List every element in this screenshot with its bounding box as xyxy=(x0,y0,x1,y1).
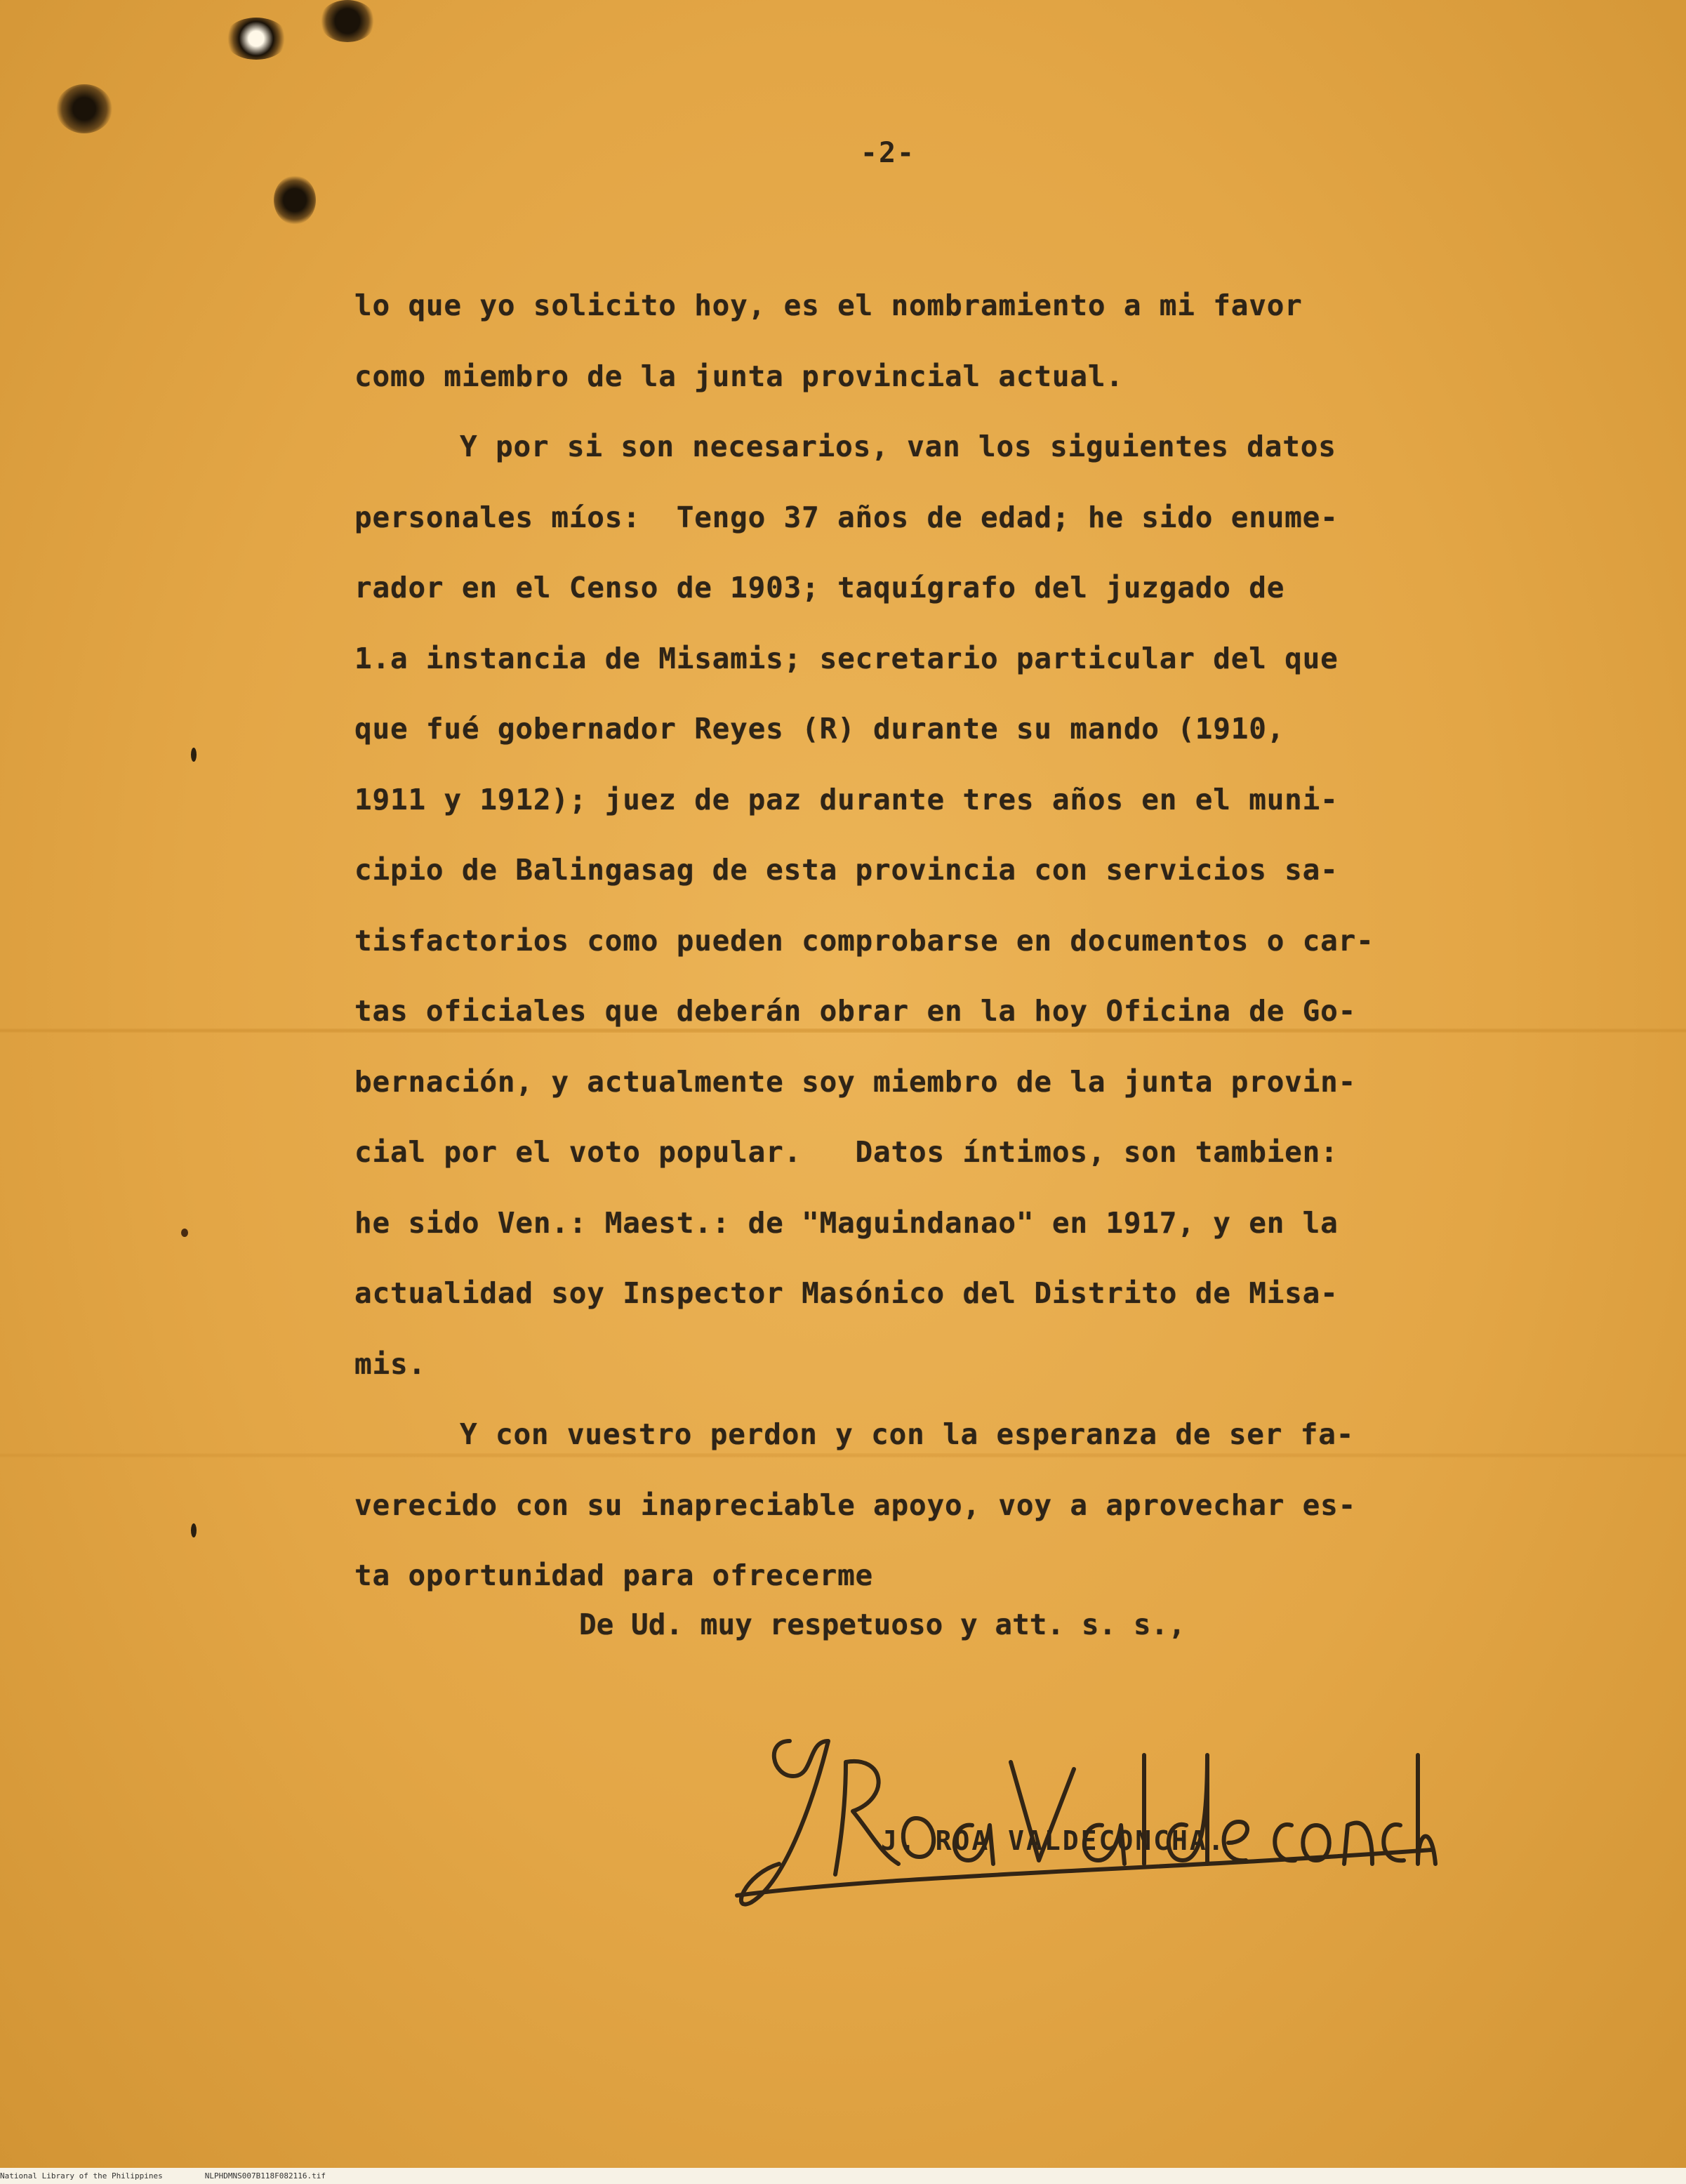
body-line: rador en el Censo de 1903; taquígrafo del juzgado de xyxy=(354,571,1285,604)
body-line: 1911 y 1912); juez de paz durante tres años en el muni- xyxy=(354,782,1339,816)
page-number: -2- xyxy=(860,137,916,169)
body-line: mis. xyxy=(354,1346,426,1381)
body-line: que fué gobernador Reyes (R) durante su mando (1910, xyxy=(354,712,1285,746)
body-line: ta oportunidad para ofrecerme xyxy=(354,1558,874,1592)
file-identifier: NLPHDMNS007B118F082116.tif xyxy=(204,2171,326,2180)
signer-name: J. ROA VALDECONCHA. xyxy=(881,1825,1226,1856)
ink-dot xyxy=(191,748,197,762)
body-line: actualidad soy Inspector Masónico del Distrito de Misa- xyxy=(354,1276,1339,1310)
burn-stain xyxy=(56,84,112,133)
body-line: como miembro de la junta provincial actual. xyxy=(354,359,1124,393)
body-line: cial por el voto popular. Datos íntimos, son tambien: xyxy=(354,1135,1339,1169)
body-line: Y con vuestro perdon y con la esperanza de ser fa- xyxy=(460,1417,1355,1451)
ink-dot xyxy=(191,1523,197,1537)
body-line: personales míos: Tengo 37 años de edad; he sido enume- xyxy=(354,500,1339,534)
archive-name: National Library of the Philippines xyxy=(0,2171,163,2180)
body-line: lo que yo solicito hoy, es el nombramiento a mi favor xyxy=(354,289,1303,322)
body-line: he sido Ven.: Maest.: de "Maguindanao" en 1917, y en la xyxy=(354,1205,1339,1240)
body-line: tas oficiales que deberán obrar en la hoy Oficina de Go- xyxy=(354,994,1357,1028)
body-line: cipio de Balingasag de esta provincia con servicios sa- xyxy=(354,853,1339,887)
body-line: verecido con su inapreciable apoyo, voy a aprovechar es- xyxy=(354,1488,1357,1522)
body-line: Y por si son necesarios, van los siguientes datos xyxy=(460,430,1336,463)
burn-stain xyxy=(319,0,376,42)
letter-body xyxy=(354,270,1590,1611)
body-line: bernación, y actualmente soy miembro de la junta provin- xyxy=(354,1064,1357,1099)
body-line: 1.a instancia de Misamis; secretario particular del que xyxy=(354,641,1339,675)
ink-dot xyxy=(181,1229,188,1237)
burn-stain xyxy=(225,18,288,60)
signature-text: J. Roa Valdeconcha. xyxy=(723,1713,731,1714)
body-line: tisfactorios como pueden comprobarse en documentos o car- xyxy=(354,923,1374,958)
archive-footer xyxy=(0,2168,1686,2184)
burn-stain xyxy=(274,176,316,225)
closing-salutation: De Ud. muy respetuoso y att. s. s., xyxy=(579,1608,1186,1641)
